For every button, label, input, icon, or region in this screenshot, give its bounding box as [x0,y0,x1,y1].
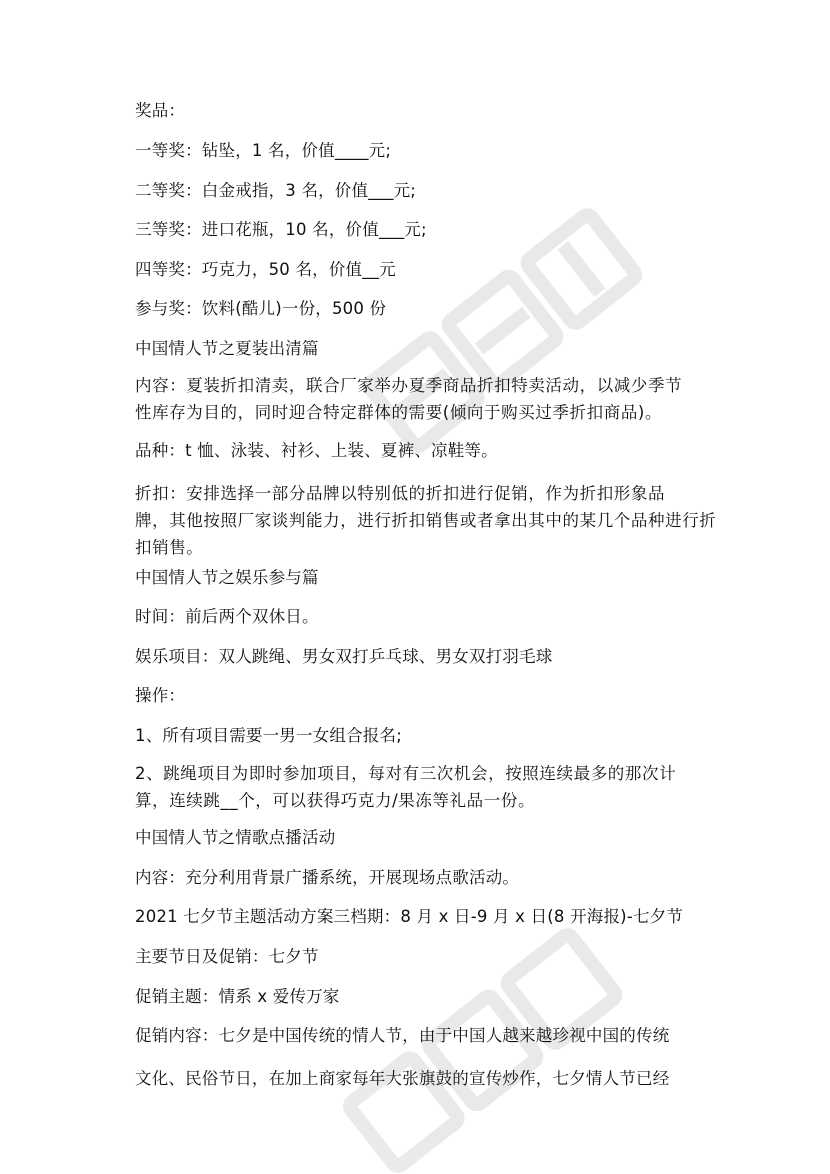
text-line: 2021 七夕节主题活动方案三档期：8 月 x 日-9 月 x 日(8 开海报)-七夕节 [135,907,684,926]
text-line: 内容：充分利用背景广播系统，开展现场点歌活动。 [135,868,520,887]
paragraph-discount [135,480,715,561]
text-line: 四等奖：巧克力，50 名，价值__元 [135,260,396,279]
watermark-stamp-lower [348,933,618,1168]
text-line: 文化、民俗节日，在加上商家每年大张旗鼓的宣传炒作，七夕情人节已经 [135,1069,670,1088]
text-line: 品种：t 恤、泳装、衬衫、上装、夏裤、凉鞋等。 [135,441,498,460]
paragraph-line: 扣销售。 [135,538,204,557]
text-line: 娱乐项目：双人跳绳、男女双打乒乓球、男女双打羽毛球 [135,647,553,666]
paragraph-line: 2、跳绳项目为即时参加项目，每对有三次机会，按照连续最多的那次计 [135,764,677,783]
text-line: 一等奖：钻坠，1 名，价值____元; [135,141,392,160]
text-line: 操作： [135,686,186,705]
paragraph-line: 算，连续跳__个，可以获得巧克力/果冻等礼品一份。 [135,791,536,810]
paragraph-rope-skipping [135,760,715,814]
text-line: 促销内容：七夕是中国传统的情人节，由于中国人越来越珍视中国的传统 [135,1026,670,1045]
paragraph-line: 内容：夏装折扣清卖，联合厂家举办夏季商品折扣特卖活动，以减少季节 [135,376,683,395]
paragraph-line: 折扣：安排选择一部分品牌以特别低的折扣进行促销，作为折扣形象品 [135,484,666,503]
text-line: 参与奖：饮料(酷儿)一份，500 份 [135,299,387,318]
paragraph-content [135,372,715,426]
text-line: 促销主题：情系 x 爱传万家 [135,987,340,1006]
text-line: 主要节日及促销：七夕节 [135,947,319,966]
paragraph-line: 性库存为目的，同时迎合特定群体的需要(倾向于购买过季折扣商品)。 [135,403,663,422]
paragraph-line: 牌，其他按照厂家谈判能力，进行折扣销售或者拿出其中的某几个品种进行折 [135,511,717,530]
section-heading: 中国情人节之情歌点播活动 [135,828,336,847]
section-heading: 中国情人节之娱乐参与篇 [135,568,319,587]
text-line: 奖品： [135,101,186,120]
text-line: 二等奖：白金戒指，3 名，价值___元; [135,181,417,200]
text-line: 时间：前后两个双休日。 [135,607,319,626]
text-line: 三等奖：进口花瓶，10 名，价值___元; [135,220,427,239]
text-line: 1、所有项目需要一男一女组合报名; [135,726,402,745]
section-heading: 中国情人节之夏装出清篇 [135,339,319,358]
